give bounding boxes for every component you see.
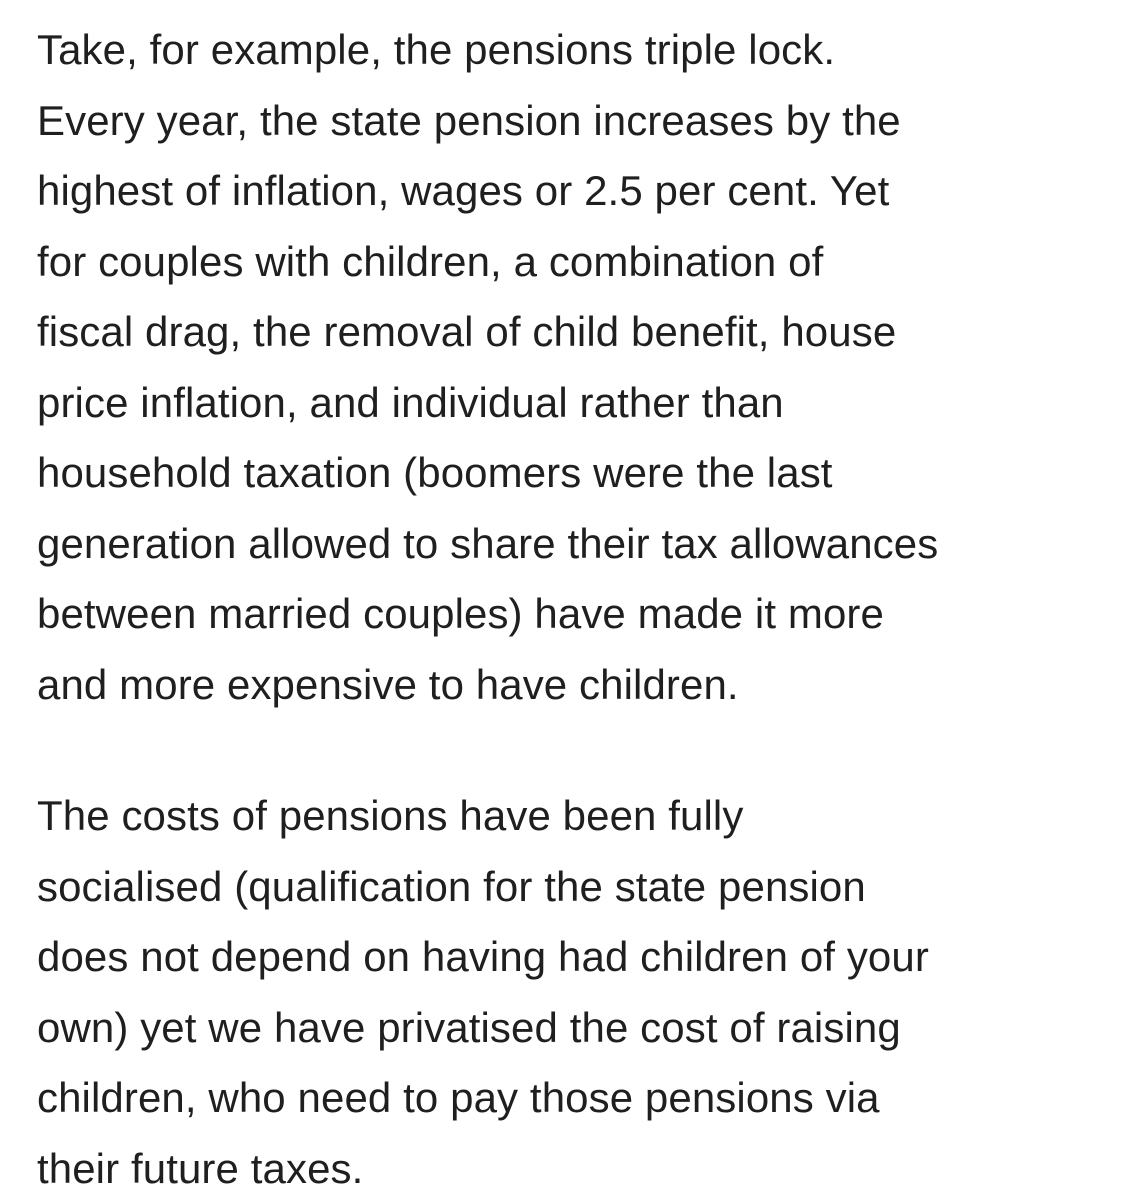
text-line: their future taxes. [37, 1134, 1127, 1204]
paragraph-pension-costs [37, 781, 1127, 1204]
text-line: does not depend on having had children of your [37, 922, 1127, 993]
text-line: price inflation, and individual rather than [37, 368, 1127, 439]
text-line: children, who need to pay those pensions via [37, 1063, 1127, 1134]
text-line: for couples with children, a combination of [37, 227, 1127, 298]
text-line: highest of inflation, wages or 2.5 per cent. Yet [37, 156, 1127, 227]
text-line: household taxation (boomers were the last [37, 438, 1127, 509]
paragraph-triple-lock [37, 15, 1127, 720]
article-text [37, 15, 1127, 1204]
text-line: Take, for example, the pensions triple lock. [37, 15, 1127, 86]
text-line: fiscal drag, the removal of child benefit, house [37, 297, 1127, 368]
text-line: between married couples) have made it more [37, 579, 1127, 650]
text-line: own) yet we have privatised the cost of raising [37, 993, 1127, 1064]
text-line: generation allowed to share their tax allowances [37, 509, 1127, 580]
text-line: socialised (qualification for the state pension [37, 852, 1127, 923]
text-line: and more expensive to have children. [37, 650, 1127, 721]
text-line: Every year, the state pension increases by the [37, 86, 1127, 157]
text-line: The costs of pensions have been fully [37, 781, 1127, 852]
